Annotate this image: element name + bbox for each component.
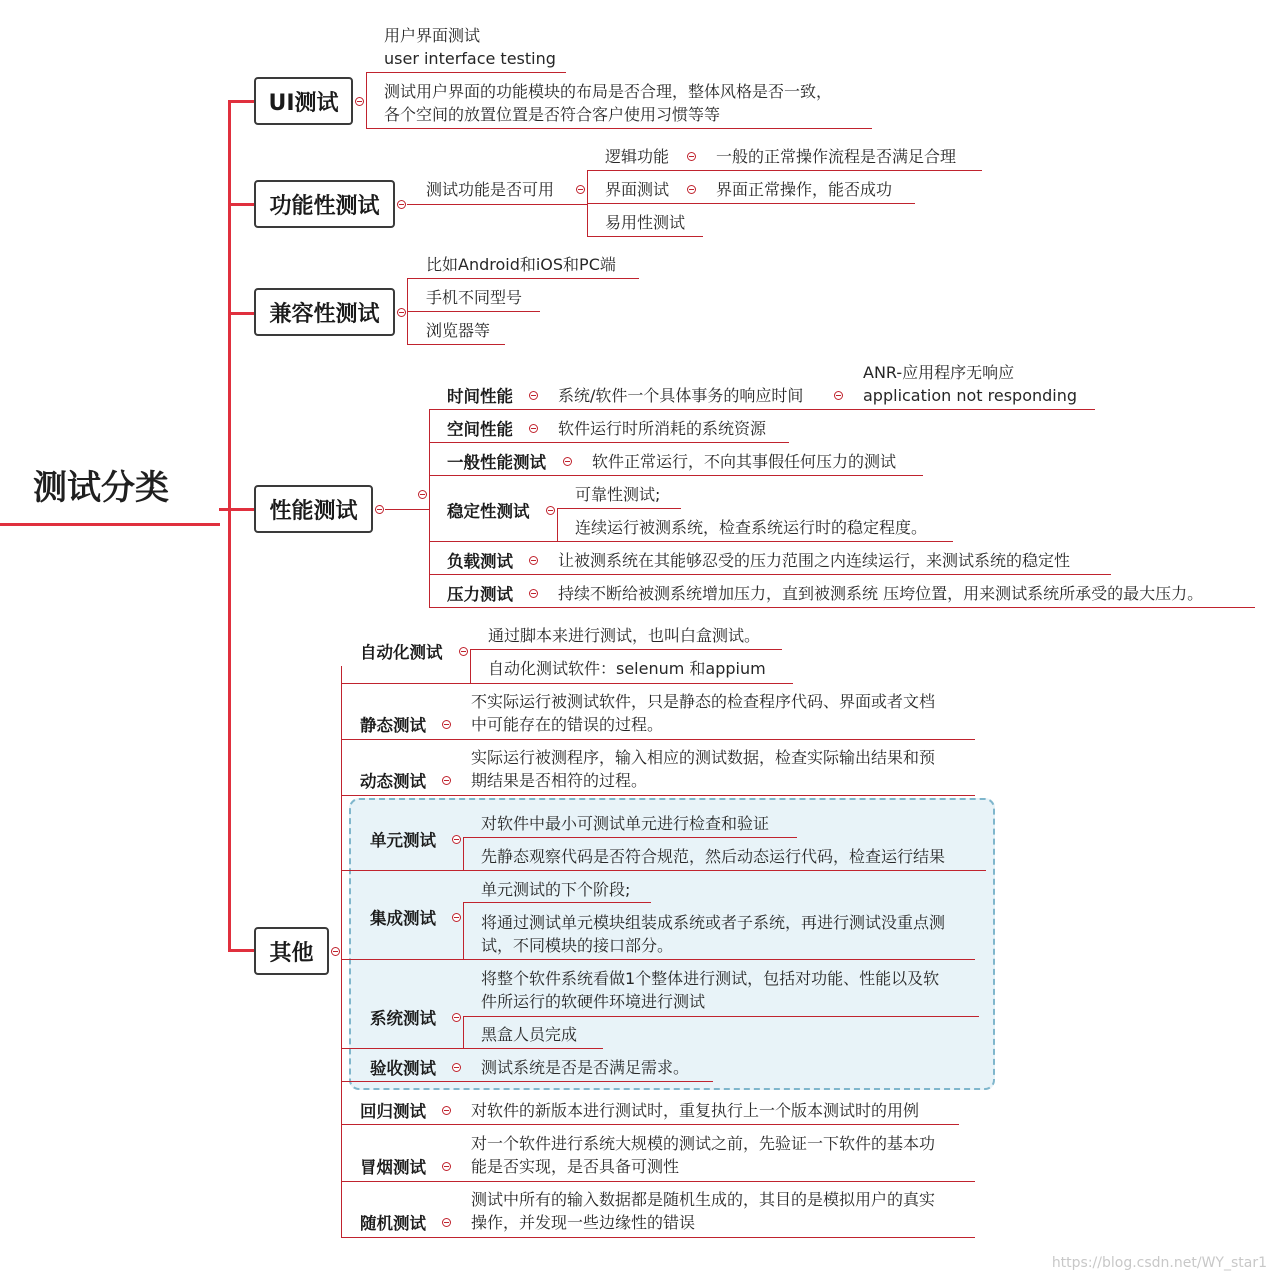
collapse-toggle[interactable] xyxy=(331,947,340,956)
underline xyxy=(429,574,1111,575)
underline xyxy=(470,649,782,650)
collapse-toggle[interactable] xyxy=(459,647,468,656)
perf-load-label: 负载测试 xyxy=(447,552,513,571)
underline xyxy=(407,204,587,205)
connector xyxy=(407,279,408,345)
other-accept-detail: 测试系统是否是否满足需求。 xyxy=(481,1058,690,1077)
func-sub: 测试功能是否可用 xyxy=(426,180,555,199)
underline xyxy=(587,203,915,204)
func-item-usability: 易用性测试 xyxy=(605,213,686,232)
underline xyxy=(429,541,953,542)
spine-branch-func xyxy=(228,203,256,206)
other-auto-d2: 自动化测试软件：selenum 和appium xyxy=(488,659,766,678)
connector xyxy=(463,838,464,871)
collapse-toggle[interactable] xyxy=(397,308,406,317)
other-random-d1: 测试中所有的输入数据都是随机生成的，其目的是模拟用户的真实 xyxy=(471,1190,936,1209)
perf-space-detail: 软件运行时所消耗的系统资源 xyxy=(558,419,767,438)
root-underline xyxy=(0,523,220,526)
other-integ-d2a: 将通过测试单元模块组装成系统或者子系统，再进行测试没重点测 xyxy=(481,913,946,932)
connector xyxy=(366,72,367,129)
underline xyxy=(341,1181,975,1182)
underline xyxy=(341,683,793,684)
underline xyxy=(429,475,923,476)
underline xyxy=(341,1237,975,1238)
perf-space-label: 空间性能 xyxy=(447,420,513,439)
underline xyxy=(366,72,566,73)
perf-time-detail: 系统/软件一个具体事务的响应时间 xyxy=(558,386,804,405)
perf-stable-d2: 连续运行被测系统，检查系统运行时的稳定程度。 xyxy=(575,518,928,537)
connector xyxy=(557,508,558,541)
perf-stress-detail: 持续不断给被测系统增加压力，直到被测系统 压垮位置，用来测试系统所承受的最大压力。 xyxy=(558,584,1204,603)
underline xyxy=(385,509,429,510)
perf-time-label: 时间性能 xyxy=(447,387,513,406)
collapse-toggle[interactable] xyxy=(442,776,451,785)
collapse-toggle[interactable] xyxy=(576,185,585,194)
underline xyxy=(341,795,975,796)
connector xyxy=(470,650,471,683)
other-static-d1: 不实际运行被测试软件，只是静态的检查程序代码、界面或者文档 xyxy=(471,692,936,711)
underline xyxy=(587,236,703,237)
other-smoke-d1: 对一个软件进行系统大规模的测试之前，先验证一下软件的基本功 xyxy=(471,1134,936,1153)
underline xyxy=(463,902,651,903)
func-item-ui-detail: 界面正常操作，能否成功 xyxy=(716,180,893,199)
underline xyxy=(341,959,975,960)
underline xyxy=(429,442,789,443)
other-regress-label: 回归测试 xyxy=(360,1102,426,1121)
collapse-toggle[interactable] xyxy=(442,1162,451,1171)
ui-desc-line1: 测试用户界面的功能模块的布局是否合理，整体风格是否一致， xyxy=(384,82,833,101)
other-integ-label: 集成测试 xyxy=(370,909,436,928)
collapse-toggle[interactable] xyxy=(452,1063,461,1072)
connector xyxy=(587,171,588,237)
compat-item: 比如Android和iOS和PC端 xyxy=(426,255,616,274)
node-compatibility-testing[interactable]: 兼容性测试 xyxy=(254,288,395,336)
underline xyxy=(557,508,681,509)
other-dynamic-d1: 实际运行被测程序，输入相应的测试数据，检查实际输出结果和预 xyxy=(471,748,936,767)
other-integ-d2b: 试，不同模块的接口部分。 xyxy=(481,936,674,955)
collapse-toggle[interactable] xyxy=(442,720,451,729)
spine-branch-compat xyxy=(228,312,256,315)
underline xyxy=(366,128,872,129)
collapse-toggle[interactable] xyxy=(834,391,843,400)
other-system-d1a: 将整个软件系统看做1个整体进行测试，包括对功能、性能以及软 xyxy=(481,969,940,988)
underline xyxy=(341,739,975,740)
underline xyxy=(341,1081,713,1082)
other-static-label: 静态测试 xyxy=(360,716,426,735)
other-system-d2: 黑盒人员完成 xyxy=(481,1025,578,1044)
other-smoke-d2: 能是否实现，是否具备可测性 xyxy=(471,1157,680,1176)
other-regress-detail: 对软件的新版本进行测试时，重复执行上一个版本测试时的用例 xyxy=(471,1101,920,1120)
perf-time-anr2: application not responding xyxy=(863,386,1078,405)
main-spine xyxy=(228,102,231,950)
ui-name-cn: 用户界面测试 xyxy=(384,26,481,45)
compat-item: 手机不同型号 xyxy=(426,288,523,307)
other-random-label: 随机测试 xyxy=(360,1214,426,1233)
perf-stable-d1: 可靠性测试; xyxy=(575,485,661,504)
other-system-label: 系统测试 xyxy=(370,1009,436,1028)
perf-time-anr1: ANR-应用程序无响应 xyxy=(863,363,1015,382)
other-dynamic-d2: 期结果是否相符的过程。 xyxy=(471,771,648,790)
collapse-toggle[interactable] xyxy=(442,1106,451,1115)
collapse-toggle[interactable] xyxy=(452,1013,461,1022)
underline xyxy=(587,170,982,171)
underline xyxy=(429,409,1095,410)
perf-load-detail: 让被测系统在其能够忍受的压力范围之内连续运行，来测试系统的稳定性 xyxy=(558,551,1071,570)
compat-item: 浏览器等 xyxy=(426,321,491,340)
collapse-toggle[interactable] xyxy=(546,506,555,515)
connector xyxy=(429,409,430,607)
other-accept-label: 验收测试 xyxy=(370,1059,436,1078)
perf-general-detail: 软件正常运行，不向其事假任何压力的测试 xyxy=(592,452,897,471)
collapse-toggle[interactable] xyxy=(529,424,538,433)
collapse-toggle[interactable] xyxy=(397,200,406,209)
collapse-toggle[interactable] xyxy=(529,589,538,598)
spine-branch-perf xyxy=(228,508,256,511)
other-unit-d2: 先静态观察代码是否符合规范，然后动态运行代码，检查运行结果 xyxy=(481,847,946,866)
func-item-ui: 界面测试 xyxy=(605,180,670,199)
func-item-logic-detail: 一般的正常操作流程是否满足合理 xyxy=(716,147,957,166)
collapse-toggle[interactable] xyxy=(687,185,696,194)
watermark: https://blog.csdn.net/WY_star1 xyxy=(1051,1255,1267,1271)
underline xyxy=(463,837,797,838)
underline xyxy=(341,1048,603,1049)
node-ui-testing[interactable]: UI测试 xyxy=(254,77,353,125)
perf-general-label: 一般性能测试 xyxy=(447,453,546,472)
other-auto-label: 自动化测试 xyxy=(360,643,443,662)
underline xyxy=(341,1124,959,1125)
spine-branch-ui xyxy=(228,100,256,103)
collapse-toggle[interactable] xyxy=(563,457,572,466)
other-unit-label: 单元测试 xyxy=(370,831,436,850)
underline xyxy=(429,607,1255,608)
ui-name-en: user interface testing xyxy=(384,49,556,68)
perf-stable-label: 稳定性测试 xyxy=(447,502,530,521)
underline xyxy=(407,278,639,279)
underline xyxy=(407,344,505,345)
other-system-d1b: 件所运行的软硬件环境进行测试 xyxy=(481,992,706,1011)
root-topic[interactable]: 测试分类 xyxy=(33,468,169,508)
collapse-toggle[interactable] xyxy=(452,913,461,922)
connector xyxy=(463,1016,464,1049)
collapse-toggle[interactable] xyxy=(355,97,364,106)
underline xyxy=(463,1016,979,1017)
other-auto-d1: 通过脚本来进行测试，也叫白盒测试。 xyxy=(488,626,761,645)
node-performance-testing[interactable]: 性能测试 xyxy=(254,485,373,533)
collapse-toggle[interactable] xyxy=(452,835,461,844)
collapse-toggle[interactable] xyxy=(529,556,538,565)
connector xyxy=(463,902,464,959)
func-item-logic: 逻辑功能 xyxy=(605,147,670,166)
ui-desc-line2: 各个空间的放置位置是否符合客户使用习惯等等 xyxy=(384,105,721,124)
other-integ-d1: 单元测试的下个阶段; xyxy=(481,880,631,899)
other-dynamic-label: 动态测试 xyxy=(360,772,426,791)
connector xyxy=(341,666,342,1238)
underline xyxy=(407,311,540,312)
other-smoke-label: 冒烟测试 xyxy=(360,1158,426,1177)
collapse-toggle[interactable] xyxy=(687,152,696,161)
collapse-toggle[interactable] xyxy=(529,391,538,400)
collapse-toggle[interactable] xyxy=(442,1218,451,1227)
spine-branch-other xyxy=(228,949,256,952)
node-functional-testing[interactable]: 功能性测试 xyxy=(254,180,395,228)
other-static-d2: 中可能存在的错误的过程。 xyxy=(471,715,664,734)
other-unit-d1: 对软件中最小可测试单元进行检查和验证 xyxy=(481,814,770,833)
collapse-toggle[interactable] xyxy=(375,505,384,514)
underline xyxy=(341,870,986,871)
other-random-d2: 操作，并发现一些边缘性的错误 xyxy=(471,1213,696,1232)
perf-stress-label: 压力测试 xyxy=(447,585,513,604)
node-other[interactable]: 其他 xyxy=(254,927,329,975)
collapse-toggle[interactable] xyxy=(418,490,427,499)
